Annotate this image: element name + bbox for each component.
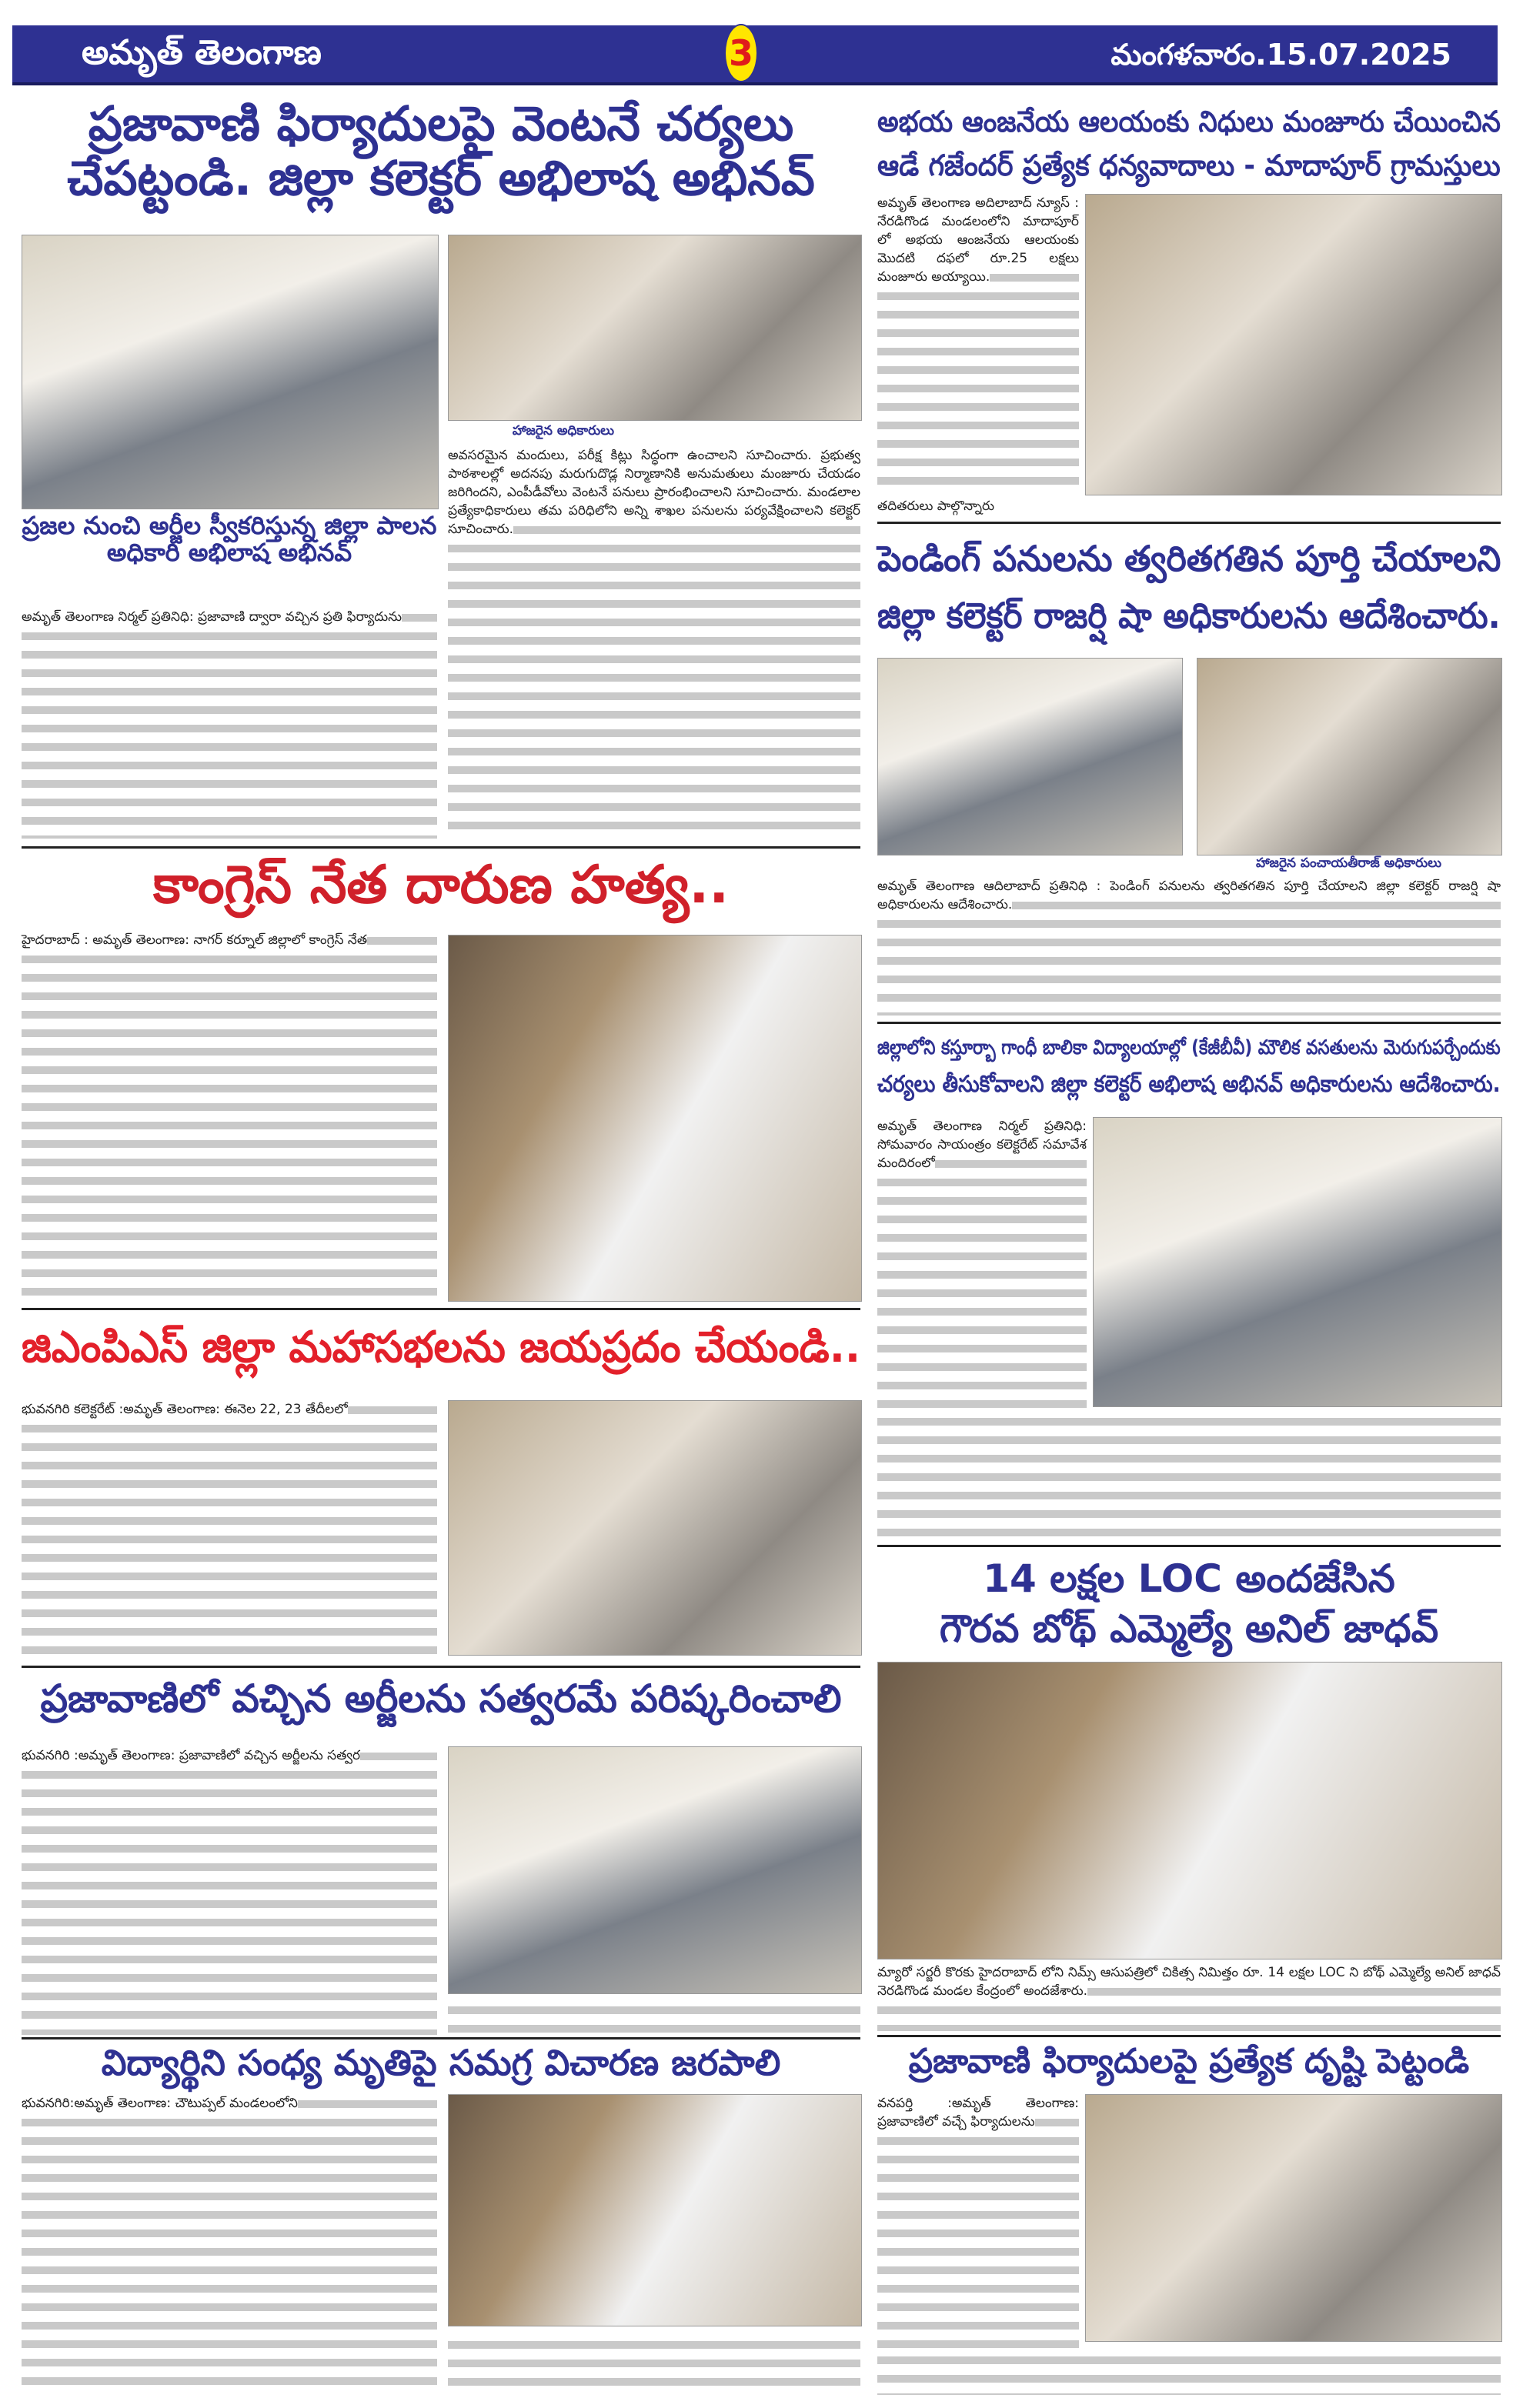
- r2-photo-collector: [877, 658, 1183, 855]
- headline-line: గౌరవ బోథ్ ఎమ్మెల్యే అనిల్ జాధవ్: [939, 1606, 1439, 1651]
- divider: [22, 2037, 860, 2039]
- r2-headline: [877, 531, 1501, 644]
- issue-date: మంగళవారం.15.07.2025: [1111, 38, 1451, 72]
- body-text: మ్యారో సర్జరీ కొరకు హైదరాబాద్ లోని నిమ్స్ ఆసుపత్రిలో చికిత్స నిమిత్తం రూ. 14 లక్షల LOC ని బోథ్ ఎమ్మెల్యే అనిల్ జాధవ్ నెరడిగొండ మండల కేంద్రంలో అందజేశారు.: [877, 1965, 1501, 1999]
- r1-body-tail: తదితరులు పాల్గొన్నారు: [877, 499, 994, 514]
- photo-caption: హాజరైన పంచాయతీరాజ్ అధికారులు: [1255, 855, 1442, 871]
- r5-photo-prajavani: [1085, 2094, 1502, 2342]
- body-text: అవసరమైన మందులు, పరీక్ష కిట్లు సిద్ధంగా ఉంచాలని సూచించారు. ప్రభుత్వ పాఠశాలల్లో అదనపు మరుగుదొడ్ల నిర్మాణానికి అనుమతులు మంజూరు చేయడం జరిగిందని, ఎంపీడీవోలు వెంటనే పనులు ప్రారంభించాలని సూచించారు. మండలాల ప్రత్యేకాధికారులు తమ పరిధిలోని అన్ని శాఖల పనులను పర్యవేక్షించాలని కలెక్టర్ సూచించారు.: [448, 448, 860, 537]
- divider: [22, 1666, 860, 1668]
- article3-photo-group: [448, 1400, 862, 1656]
- article5-photo: [448, 2094, 862, 2326]
- article4-headline: ప్రజావాణిలో వచ్చిన అర్జీలను సత్వరమే పరిష్కరించాలి: [40, 1676, 842, 1721]
- r5-body: [877, 2094, 1079, 2348]
- article1-body-col2: [448, 446, 860, 839]
- r1-body: [877, 194, 1079, 494]
- divider: [877, 2035, 1501, 2037]
- article4-photo: [448, 1746, 862, 1994]
- r5-body-cont: [877, 2350, 1501, 2395]
- article2-photo-portrait: [448, 935, 862, 1302]
- divider: [877, 1545, 1501, 1547]
- article5-headline: విద్యార్థిని సంధ్య మృతిపై సమగ్ర విచారణ జరపాలి: [101, 2042, 781, 2083]
- article5-body: [22, 2094, 437, 2394]
- r4-headline: [877, 1554, 1501, 1654]
- headline-line: 14 లక్షల LOC అందజేసిన: [983, 1556, 1395, 1601]
- r1-headline: [877, 100, 1501, 188]
- headline-line: ప్రజావాణి ఫిర్యాదులపై వెంటనే చర్యలు: [88, 95, 794, 152]
- r3-headline: [877, 1031, 1501, 1104]
- photo-caption: హాజరైన అధికారులు: [512, 423, 615, 439]
- article5-body-col2: [448, 2335, 860, 2395]
- page-number-badge: 3: [724, 24, 758, 82]
- divider: [22, 1308, 860, 1310]
- article4-body-col2: [448, 2000, 860, 2035]
- headline-line: చర్యలు తీసుకోవాలని జిల్లా కలెక్టర్ అభిలాష అభినవ్ అధికారులను ఆదేశించారు.: [877, 1071, 1501, 1099]
- article1-headline: [22, 96, 860, 206]
- headline-line: జిల్లాలోని కస్తూర్బా గాంధీ బాలికా విద్యాలయాల్లో (కేజీబీవీ) మౌలిక వసతులను మెరుగుపర్చేందుకు: [877, 1036, 1501, 1059]
- divider: [877, 522, 1501, 524]
- headline-line: అభయ ఆంజనేయ ఆలయంకు నిధులు మంజూరు చేయించిన: [877, 105, 1501, 138]
- masthead: [12, 25, 1498, 85]
- body-text: అమృత్ తెలంగాణ ఆదిలాబాద్ ప్రతినిధి : పెండింగ్ పనులను త్వరితగతిన పూర్తి చేయాలని జిల్లా కలెక్టర్ రాజర్షి షా అధికారులను ఆదేశించారు.: [877, 879, 1501, 912]
- photo-caption-headline: ప్రజల నుంచి అర్జీల స్వీకరిస్తున్న జిల్లా పాలన అధికారి అభిలాష అభినవ్: [22, 511, 437, 568]
- r5-headline: ప్రజావాణి ఫిర్యాదులపై ప్రత్యేక దృష్టి పెట్టండి: [908, 2042, 1470, 2081]
- r3-body: [877, 1117, 1087, 1409]
- article1-photo-officials: [448, 235, 862, 421]
- r2-body: [877, 877, 1501, 1016]
- body-text: వనపర్తి :అమృత్ తెలంగాణ: ప్రజావాణిలో వచ్చే ఫిర్యాదులను: [877, 2096, 1079, 2130]
- article1-body: [22, 608, 437, 839]
- body-text: భువనగిరి :అమృత్ తెలంగాణ: ప్రజావాణిలో వచ్చిన అర్జీలను సత్వర: [22, 1748, 361, 1763]
- r3-body-cont: [877, 1412, 1501, 1539]
- body-text: అమృత్ తెలంగాణ అదిలాబాద్ న్యూస్ : నేరడిగొండ మండలంలోని మాదాపూర్ లో అభయ ఆంజనేయ ఆలయంకు మొదటి దఫలో రూ.25 లక్షలు మంజూరు అయ్యాయి.: [877, 195, 1079, 285]
- r4-body: [877, 1963, 1501, 2031]
- article3-body: [22, 1400, 437, 1662]
- article3-headline: జిఎంపిఎస్ జిల్లా మహాసభలను జయప్రదం చేయండి..: [22, 1322, 861, 1372]
- r2-photo-officials: [1197, 658, 1502, 855]
- body-text: భువనగిరి:అమృత్ తెలంగాణ: చౌటుప్పల్ మండలంలోని: [22, 2096, 298, 2111]
- body-text: భువనగిరి కలెక్టరేట్ :అమృత్ తెలంగాణ: ఈనెల 22, 23 తేదీలలో: [22, 1402, 348, 1417]
- headline-line: జిల్లా కలెక్టర్ రాజర్షి షా అధికారులను ఆదేశించారు.: [877, 594, 1501, 636]
- article4-body: [22, 1746, 437, 2035]
- article2-headline: కాంగ్రెస్ నేత దారుణ హత్య..: [152, 855, 730, 916]
- r4-photo-loc-handover: [877, 1662, 1502, 1959]
- divider: [22, 846, 860, 849]
- body-text: అమృత్ తెలంగాణ నిర్మల్ ప్రతినిధి: ప్రజావాణి ద్వారా వచ్చిన ప్రతి ఫిర్యాదును: [22, 609, 402, 625]
- headline-line: చేపట్టండి. జిల్లా కలెక్టర్ అభిలాష అభినవ్: [67, 150, 815, 207]
- headline-line: ఆడే గజేందర్ ప్రత్యేక ధన్యవాదాలు - మాదాపూర్ గ్రామస్తులు: [877, 148, 1501, 182]
- article2-body: [22, 931, 437, 1300]
- article1-photo-collector: [22, 235, 439, 509]
- body-text: అమృత్ తెలంగాణ నిర్మల్ ప్రతినిధి: సోమవారం సాయంత్రం కలెక్టరేట్ సమావేశ మందిరంలో: [877, 1119, 1087, 1171]
- newspaper-title: అమృత్ తెలంగాణ: [82, 33, 322, 72]
- r3-photo-meeting: [1093, 1117, 1502, 1407]
- body-text: హైదరాబాద్ : అమృత్ తెలంగాణ: నాగర్ కర్నూల్ జిల్లాలో కాంగ్రెస్ నేత: [22, 932, 368, 948]
- r1-photo-villagers: [1085, 194, 1502, 495]
- divider: [877, 1022, 1501, 1024]
- headline-line: పెండింగ్ పనులను త్వరితగతిన పూర్తి చేయాలని: [877, 538, 1501, 579]
